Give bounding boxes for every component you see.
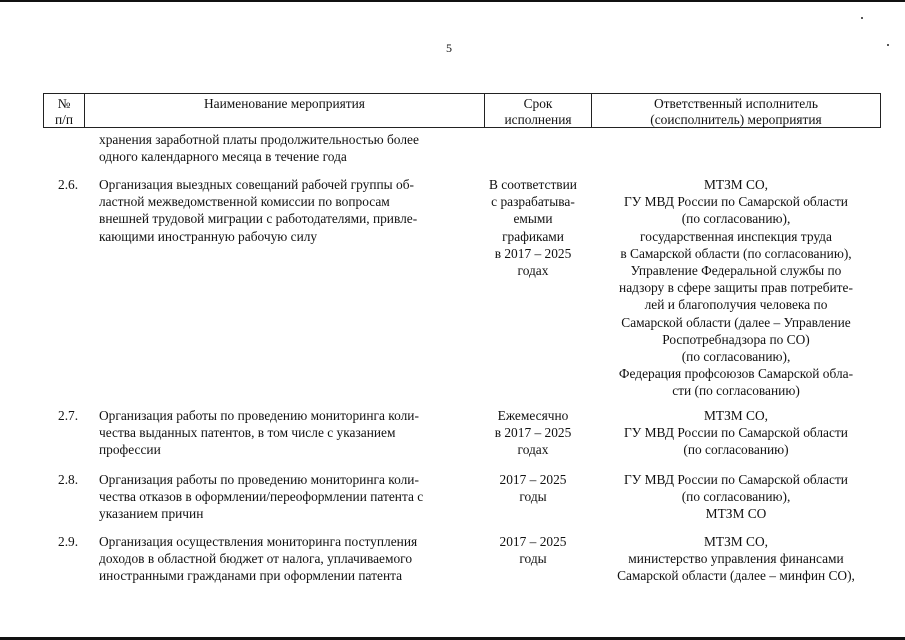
header-executor: Ответственный исполнитель (соисполнитель) мероприятия	[650, 96, 822, 127]
row-name: Организация работы по проведению мониторинга коли- чества выданных патентов, в том числе с указанием профессии	[99, 408, 419, 458]
continuation-text: хранения заработной платы продолжительностью более одного календарного месяца в течение года	[99, 132, 419, 165]
row-term: 2017 – 2025 годы	[499, 534, 567, 567]
scan-speck	[861, 17, 863, 19]
row-executor: МТЗМ СО, ГУ МВД России по Самарской области (по согласованию), государственная инспекция труда в Самарской области (по согласованию), Управление Федеральной службы по надзору в сфере защиты прав потребите- лей и благополучия человека по Самарской области (далее – Управление Роспотребнадзора по СО) (по согласованию), Федерация профсоюзов Самарской обла- сти (по согласованию)	[618, 177, 854, 399]
row-executor: МТЗМ СО, ГУ МВД России по Самарской области (по согласованию)	[624, 408, 848, 458]
row-number: 2.6.	[58, 177, 79, 192]
row-number: 2.9.	[58, 534, 79, 549]
header-number: № п/п	[54, 96, 74, 127]
row-number: 2.7.	[58, 408, 79, 423]
top-border-rule	[0, 0, 905, 2]
row-executor: ГУ МВД России по Самарской области (по согласованию), МТЗМ СО	[624, 472, 848, 522]
row-term: Ежемесячно в 2017 – 2025 годах	[494, 408, 572, 458]
row-term: 2017 – 2025 годы	[499, 472, 567, 505]
page-number: 5	[446, 41, 452, 55]
scan-speck	[887, 44, 889, 46]
table-header	[43, 93, 881, 128]
row-term: В соответствии с разрабатыва- емыми графиками в 2017 – 2025 годах	[489, 177, 577, 279]
row-name: Организация выездных совещаний рабочей группы об- ластной межведомственной комиссии по вопросам внешней трудовой миграции с работодателями, привле- кающими иностранную рабочую силу	[99, 177, 418, 244]
row-name: Организация осуществления мониторинга поступления доходов в областной бюджет от налога, уплачиваемого иностранными гражданами при оформлении патента	[99, 534, 418, 584]
header-name: Наименование мероприятия	[204, 96, 365, 111]
row-name: Организация работы по проведению мониторинга коли- чества отказов в оформлении/переоформлении патента с указанием причин	[99, 472, 424, 522]
row-executor: МТЗМ СО, министерство управления финансами Самарской области (далее – минфин СО),	[617, 534, 855, 584]
header-term: Срок исполнения	[504, 96, 572, 127]
row-number: 2.8.	[58, 472, 79, 487]
